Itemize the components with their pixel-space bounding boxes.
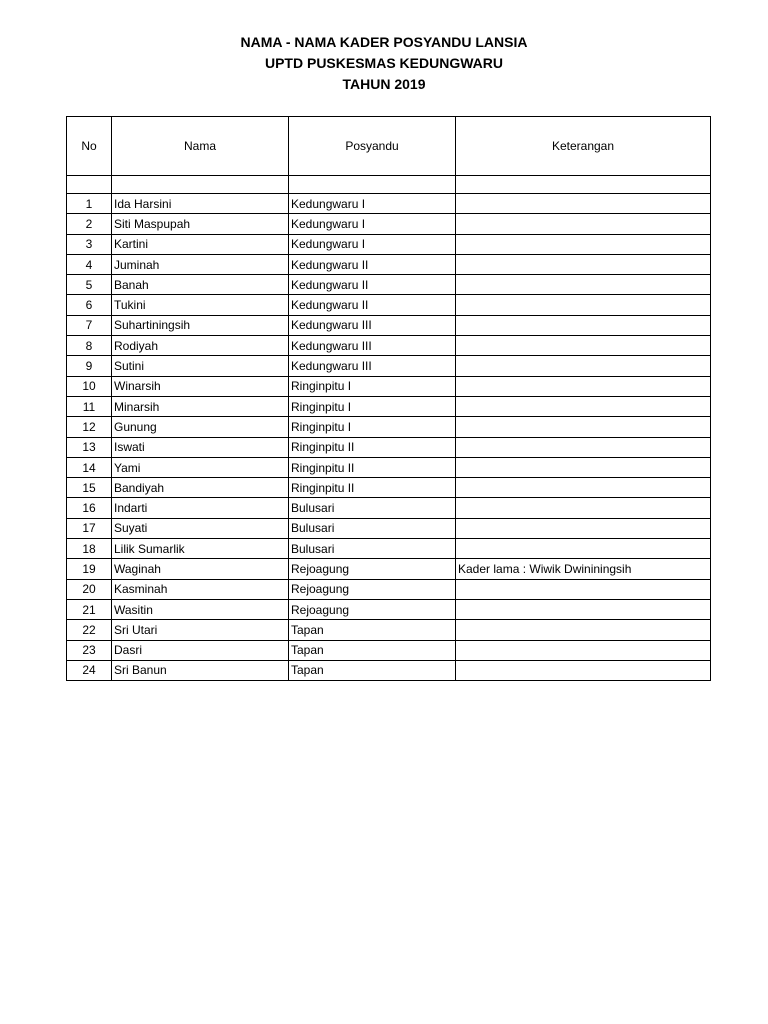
header-posyandu: Posyandu: [289, 117, 456, 176]
title-line-2: UPTD PUSKESMAS KEDUNGWARU: [264, 55, 503, 71]
cell-posyandu: Bulusari: [289, 539, 456, 559]
cell-posyandu: Ringinpitu II: [289, 437, 456, 457]
cell-posyandu: Kedungwaru II: [289, 275, 456, 295]
table-row: [67, 640, 711, 660]
cell-posyandu: Ringinpitu II: [289, 457, 456, 477]
table-row: [67, 194, 711, 214]
cell-no: 4: [67, 254, 112, 274]
cell-keterangan: [456, 579, 711, 599]
cell-nama: Yami: [112, 457, 289, 477]
table-row: [67, 599, 711, 619]
cell-nama: Banah: [112, 275, 289, 295]
cell-no: 8: [67, 336, 112, 356]
table-row: [67, 417, 711, 437]
cell-nama: Tukini: [112, 295, 289, 315]
cell-nama: Suhartiningsih: [112, 315, 289, 335]
table-row: [67, 478, 711, 498]
cell-nama: Kartini: [112, 234, 289, 254]
cell-nama: Sutini: [112, 356, 289, 376]
table-row: [67, 376, 711, 396]
cell-posyandu: Tapan: [289, 620, 456, 640]
table-row: [67, 559, 711, 579]
cell-keterangan: [456, 396, 711, 416]
table-row: [67, 620, 711, 640]
cell-keterangan: [456, 640, 711, 660]
cell-posyandu: Rejoagung: [289, 559, 456, 579]
cell-posyandu: Kedungwaru III: [289, 336, 456, 356]
cell-no: 14: [67, 457, 112, 477]
cell-keterangan: [456, 457, 711, 477]
table-row: [67, 660, 711, 680]
cell-keterangan: [456, 539, 711, 559]
cell-keterangan: [456, 254, 711, 274]
cell-no: 10: [67, 376, 112, 396]
cell-nama: Minarsih: [112, 396, 289, 416]
cell-nama: Wasitin: [112, 599, 289, 619]
cell-no: 21: [67, 599, 112, 619]
cell-nama: Lilik Sumarlik: [112, 539, 289, 559]
cell-nama: Bandiyah: [112, 478, 289, 498]
table-row: [67, 396, 711, 416]
spacer-cell: [112, 176, 289, 194]
table-row: [67, 214, 711, 234]
table-row: [67, 234, 711, 254]
cell-nama: Kasminah: [112, 579, 289, 599]
cell-posyandu: Kedungwaru I: [289, 214, 456, 234]
title-line-3: TAHUN 2019: [342, 76, 426, 92]
cell-posyandu: Tapan: [289, 660, 456, 680]
table-row: [67, 539, 711, 559]
cell-posyandu: Ringinpitu I: [289, 417, 456, 437]
cell-no: 13: [67, 437, 112, 457]
cell-keterangan: [456, 620, 711, 640]
cell-no: 20: [67, 579, 112, 599]
cell-no: 19: [67, 559, 112, 579]
table-header-row: [67, 117, 711, 176]
table-row: [67, 518, 711, 538]
cell-keterangan: [456, 518, 711, 538]
cell-nama: Dasri: [112, 640, 289, 660]
cell-no: 23: [67, 640, 112, 660]
table-row: [67, 498, 711, 518]
cell-posyandu: Tapan: [289, 640, 456, 660]
header-keterangan: Keterangan: [456, 117, 711, 176]
cell-nama: Winarsih: [112, 376, 289, 396]
cell-no: 5: [67, 275, 112, 295]
cell-no: 1: [67, 194, 112, 214]
cell-nama: Suyati: [112, 518, 289, 538]
cell-keterangan: [456, 376, 711, 396]
cell-keterangan: [456, 437, 711, 457]
cell-posyandu: Kedungwaru III: [289, 315, 456, 335]
cell-nama: Gunung: [112, 417, 289, 437]
spacer-cell: [456, 176, 711, 194]
cell-no: 24: [67, 660, 112, 680]
cell-nama: Indarti: [112, 498, 289, 518]
cell-posyandu: Rejoagung: [289, 599, 456, 619]
cell-posyandu: Ringinpitu I: [289, 396, 456, 416]
document-title: [0, 32, 768, 95]
cell-nama: Rodiyah: [112, 336, 289, 356]
table-row: [67, 336, 711, 356]
cell-no: 16: [67, 498, 112, 518]
table-row: [67, 254, 711, 274]
table-row: [67, 457, 711, 477]
cell-keterangan: [456, 275, 711, 295]
cell-no: 15: [67, 478, 112, 498]
cell-keterangan: Kader lama : Wiwik Dwininingsih: [456, 559, 711, 579]
cell-no: 11: [67, 396, 112, 416]
spacer-cell: [67, 176, 112, 194]
table-row: [67, 579, 711, 599]
table-row: [67, 356, 711, 376]
cell-posyandu: Kedungwaru I: [289, 194, 456, 214]
cell-nama: Siti Maspupah: [112, 214, 289, 234]
cell-no: 7: [67, 315, 112, 335]
cell-no: 9: [67, 356, 112, 376]
table-row: [67, 315, 711, 335]
cell-posyandu: Kedungwaru I: [289, 234, 456, 254]
kader-table: [66, 116, 711, 681]
cell-posyandu: Kedungwaru II: [289, 254, 456, 274]
title-line-1: NAMA - NAMA KADER POSYANDU LANSIA: [240, 34, 528, 50]
cell-nama: Ida Harsini: [112, 194, 289, 214]
cell-posyandu: Kedungwaru II: [289, 295, 456, 315]
header-no: No: [67, 117, 112, 176]
cell-no: 18: [67, 539, 112, 559]
cell-posyandu: Rejoagung: [289, 579, 456, 599]
cell-keterangan: [456, 336, 711, 356]
cell-keterangan: [456, 660, 711, 680]
header-nama: Nama: [112, 117, 289, 176]
cell-keterangan: [456, 478, 711, 498]
table-row: [67, 275, 711, 295]
cell-keterangan: [456, 315, 711, 335]
cell-posyandu: Bulusari: [289, 518, 456, 538]
cell-keterangan: [456, 194, 711, 214]
cell-no: 6: [67, 295, 112, 315]
cell-posyandu: Ringinpitu II: [289, 478, 456, 498]
table-row: [67, 295, 711, 315]
cell-nama: Iswati: [112, 437, 289, 457]
cell-no: 2: [67, 214, 112, 234]
cell-no: 22: [67, 620, 112, 640]
cell-no: 3: [67, 234, 112, 254]
cell-keterangan: [456, 599, 711, 619]
spacer-cell: [289, 176, 456, 194]
cell-keterangan: [456, 498, 711, 518]
cell-posyandu: Kedungwaru III: [289, 356, 456, 376]
cell-nama: Sri Banun: [112, 660, 289, 680]
cell-nama: Waginah: [112, 559, 289, 579]
table-row: [67, 437, 711, 457]
cell-keterangan: [456, 356, 711, 376]
cell-no: 17: [67, 518, 112, 538]
cell-keterangan: [456, 214, 711, 234]
cell-keterangan: [456, 295, 711, 315]
cell-no: 12: [67, 417, 112, 437]
cell-nama: Juminah: [112, 254, 289, 274]
table-spacer-row: [67, 176, 711, 194]
cell-keterangan: [456, 234, 711, 254]
cell-keterangan: [456, 417, 711, 437]
cell-nama: Sri Utari: [112, 620, 289, 640]
cell-posyandu: Bulusari: [289, 498, 456, 518]
cell-posyandu: Ringinpitu I: [289, 376, 456, 396]
